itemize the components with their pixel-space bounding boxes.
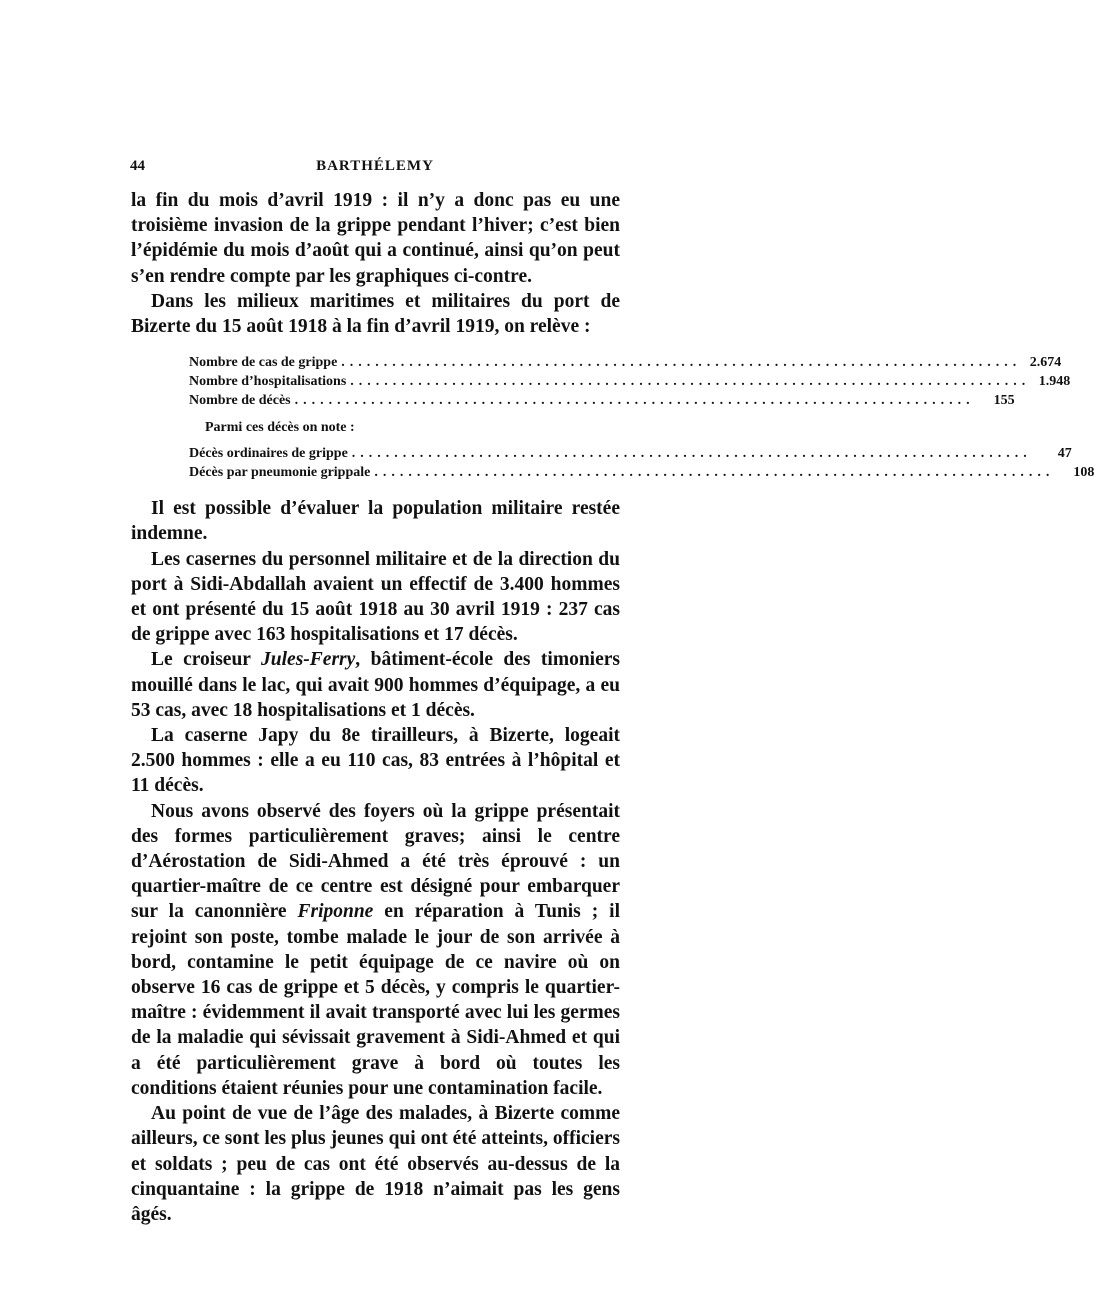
text-run: Le croiseur [151, 649, 262, 671]
paragraph [131, 1101, 620, 1227]
statistics-value: 1.948 [1038, 374, 1071, 390]
dot-leader: ................................................................................ [350, 374, 1031, 390]
statistics-subheading: Parmi ces décès on note : [205, 420, 355, 436]
paragraph [131, 647, 620, 723]
dot-leader: ................................................................................ [341, 355, 1022, 371]
italic-ship-name: Friponne [297, 901, 374, 923]
dot-leader: ................................................................................ [374, 465, 1055, 481]
statistics-main-rows [189, 353, 1071, 410]
paragraph [131, 496, 620, 546]
paragraph [131, 723, 620, 799]
statistics-sub-rows [189, 444, 1094, 482]
statistics-row [189, 372, 1071, 391]
paragraph [131, 289, 620, 339]
running-header [130, 158, 620, 182]
statistics-value: 155 [993, 393, 1015, 409]
text-run: Les casernes du personnel militaire et de la direction du port à Sidi-Abdallah avaient un effectif de 3.400 hommes et ont présenté du 15 août 1918 au 30 avril 1919 : 237 cas de grippe avec 163 hospitalisations et 17 décès. [131, 548, 620, 646]
text-run: Il est possible d’évaluer la population militaire restée indemne. [131, 498, 620, 545]
text-run: Au point de vue de l’âge des malades, à Bizerte comme ailleurs, ce sont les plus jeunes qui ont été atteints, officiers et soldats ; peu de cas ont été observés au-dessus de la cinquantaine : la grippe de 1918 n’aimait pas les gens âgés. [131, 1103, 620, 1225]
text-run: la fin du mois d’avril 1919 : il n’y a donc pas eu une troisième invasion de la grippe pendant l’hiver; c’est bien l’épidémie du mois d’août qui a continué, ainsi qu’on peut s’en rendre compte par les graphiques ci-contre. [131, 190, 620, 287]
paragraph [131, 188, 620, 289]
paragraphs-before-table [131, 188, 620, 339]
text-run: Dans les milieux maritimes et militaires du port de Bizerte du 15 août 1918 à la fin d’avril 1919, on relève : [131, 290, 620, 338]
dot-leader: ................................................................................ [351, 446, 1032, 462]
statistics-row [189, 444, 1072, 463]
statistics-label: Nombre d’hospitalisations [189, 374, 347, 390]
page-number: 44 [130, 158, 145, 174]
running-title: BARTHÉLEMY [316, 158, 434, 174]
statistics-label: Décès ordinaires de grippe [189, 446, 348, 462]
italic-ship-name: Jules-Ferry [261, 649, 356, 671]
paragraphs-after-table [131, 496, 620, 1227]
text-run: La caserne Japy du 8e tirailleurs, à Bizerte, logeait 2.500 hommes : elle a eu 110 cas, 83 entrées à l’hôpital et 11 décès. [131, 725, 620, 797]
paragraph [131, 799, 620, 1101]
statistics-table [189, 353, 1094, 482]
statistics-value: 47 [1057, 446, 1072, 462]
statistics-row [189, 463, 1094, 482]
body-text [131, 188, 1094, 1227]
paragraph [131, 547, 620, 648]
statistics-label: Nombre de décès [189, 393, 291, 409]
statistics-row [189, 353, 1062, 372]
statistics-value: 2.674 [1029, 355, 1062, 371]
statistics-value: 108 [1073, 465, 1094, 481]
dot-leader: ................................................................................ [294, 393, 975, 409]
statistics-label: Décès par pneumonie grippale [189, 465, 371, 481]
text-run: , bâtiment-école des timoniers mouillé dans le lac, qui avait 900 hommes d’équipage, a eu 53 cas, avec 18 hospitalisations et 1 décès. [131, 649, 620, 721]
text-run: Nous avons observé des foyers où la grippe présentait des formes particulièrement graves; ainsi le centre d’Aérostation de Sidi-Ahmed a été très éprouvé : un quartier-maître de ce centre est désigné pour embarquer sur la canonnière [131, 800, 620, 923]
statistics-row [189, 391, 1015, 410]
text-run: en réparation à Tunis ; il rejoint son poste, tombe malade le jour de son arrivée à bord, contamine le petit équipage de ce navire où on observe 16 cas de grippe et 5 décès, y compris le quartier-maître : évidemment il avait transporté avec lui les germes de la maladie qui sévissait gravement à Sidi-Ahmed et qui a été particulièrement grave à bord où toutes les conditions étaient réunies pour une contamination facile. [131, 901, 620, 1099]
statistics-label: Nombre de cas de grippe [189, 355, 338, 371]
